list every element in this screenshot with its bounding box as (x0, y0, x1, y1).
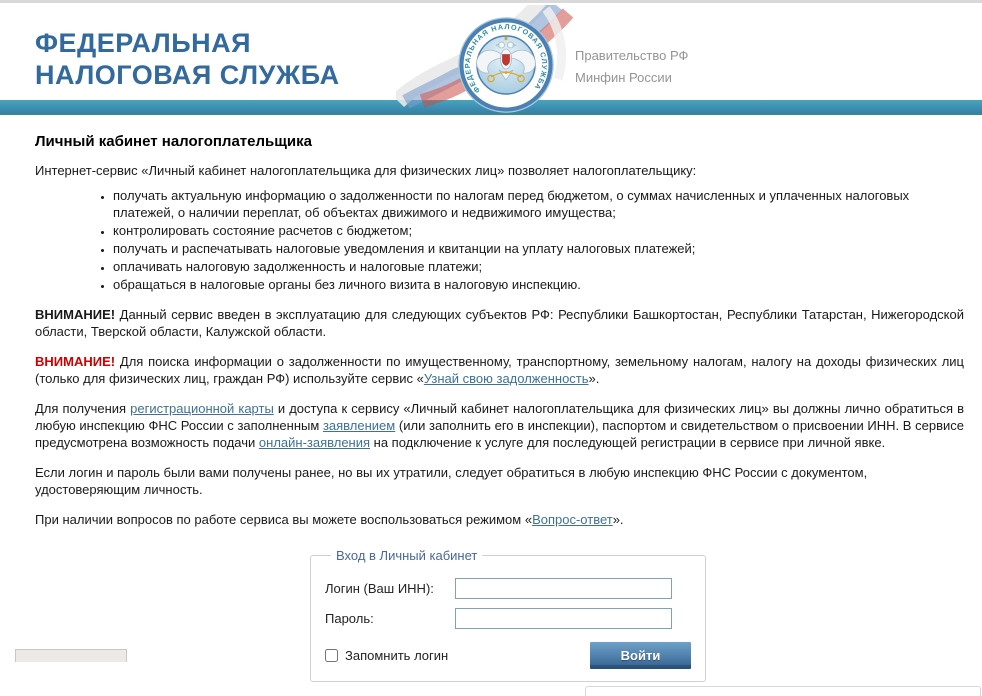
minfin-link[interactable]: Минфин России (575, 70, 672, 85)
lost-credentials-paragraph: Если логин и пароль были вами получены ранее, но вы их утратили, следует обратиться в любую инспекцию ФНС России с документом, удостоверяющим личность. (35, 465, 868, 497)
browser-status-artifact (15, 649, 127, 662)
next-panel-edge (585, 686, 981, 696)
government-links (575, 45, 688, 89)
list-item: • обращаться в налоговые органы без личного визита в налоговую инспекцию. (113, 276, 964, 293)
login-legend: Вход в Личный кабинет (336, 548, 478, 563)
registration-paragraph: Для получения регистрационной карты и доступа к сервису «Личный кабинет налогоплательщика для физических лиц» вы должны лично обратиться в любую инспекцию ФНС России с заполненным заявлением (или заполнить его в инспекции), паспортом и свидетельством о присвоении ИНН. В сервисе предусмотрена возможность подачи онлайн-заявления на подключение к услуге для последующей регистрации в сервисе при личной явке. (35, 401, 965, 450)
crown-icon (504, 37, 507, 40)
application-link[interactable]: заявлением (322, 418, 396, 433)
site-header (0, 3, 982, 100)
password-row (325, 608, 691, 629)
remember-login-label: Запомнить логин (345, 648, 449, 663)
faq-paragraph: При наличии вопросов по работе сервиса вы можете воспользоваться режимом «Вопрос-ответ». (35, 512, 624, 527)
fns-logo-line1: ФЕДЕРАЛЬНАЯ (35, 28, 252, 58)
remember-login-option[interactable] (325, 648, 448, 663)
login-row (325, 578, 691, 599)
attention-debt-paragraph: ВНИМАНИЕ! Для поиска информации о задолженности по имущественному, транспортному, земельному налогам, налогу на доходы физических лиц (только для физических лиц, граждан РФ) используйте сервис «Узнай свою задолженность». (35, 354, 964, 386)
remember-login-checkbox[interactable] (325, 649, 338, 662)
page-title: Личный кабинет налогоплательщика (35, 133, 312, 150)
list-item: • контролировать состояние расчетов с бюджетом; (113, 222, 964, 239)
registration-card-link[interactable]: регистрационной карты (130, 401, 274, 416)
features-list (35, 187, 964, 293)
list-item: • оплачивать налоговую задолженность и налоговые платежи; (113, 258, 964, 275)
government-rf-link[interactable]: Правительство РФ (575, 48, 689, 63)
fns-logo[interactable] (35, 27, 340, 91)
login-input[interactable] (455, 578, 672, 599)
attention-regions-paragraph: ВНИМАНИЕ! Данный сервис введен в эксплуатацию для следующих субъектов РФ: Республики Башкортостан, Республики Татарстан, Нижегородской области, Тверской области, Калужской области. (35, 307, 964, 339)
faq-link[interactable]: Вопрос-ответ (532, 512, 613, 527)
know-your-debt-link[interactable]: Узнай свою задолженность (423, 371, 589, 386)
attention-label: ВНИМАНИЕ! (35, 354, 116, 369)
login-footer (325, 642, 691, 669)
login-area (310, 548, 706, 696)
login-submit-button[interactable]: Войти (590, 642, 691, 669)
login-label: Логин (Ваш ИНН): (325, 581, 434, 596)
password-label: Пароль: (325, 611, 374, 626)
list-item: • получать и распечатывать налоговые уведомления и квитанции на уплату налоговых платежей; (113, 240, 964, 257)
intro-paragraph: Интернет-сервис «Личный кабинет налогоплательщика для физических лиц» позволяет налогоплательщику: (35, 163, 697, 178)
red-shield-icon (503, 55, 510, 66)
online-application-link[interactable]: онлайн-заявления (258, 435, 371, 450)
emblem-ring-text: ФЕДЕРАЛЬНАЯ НАЛОГОВАЯ СЛУЖБА (462, 22, 550, 96)
fns-logo-line2: НАЛОГОВАЯ СЛУЖБА (35, 60, 340, 90)
attention-label: ВНИМАНИЕ! (35, 307, 116, 322)
list-item: • получать актуальную информацию о задолженности по налогам перед бюджетом, о суммах начисленных и уплаченных налоговых платежей, о наличии переплат, об объектах движимого и недвижимого имущества; (113, 187, 964, 221)
password-input[interactable] (455, 608, 672, 629)
main-content (0, 117, 982, 662)
